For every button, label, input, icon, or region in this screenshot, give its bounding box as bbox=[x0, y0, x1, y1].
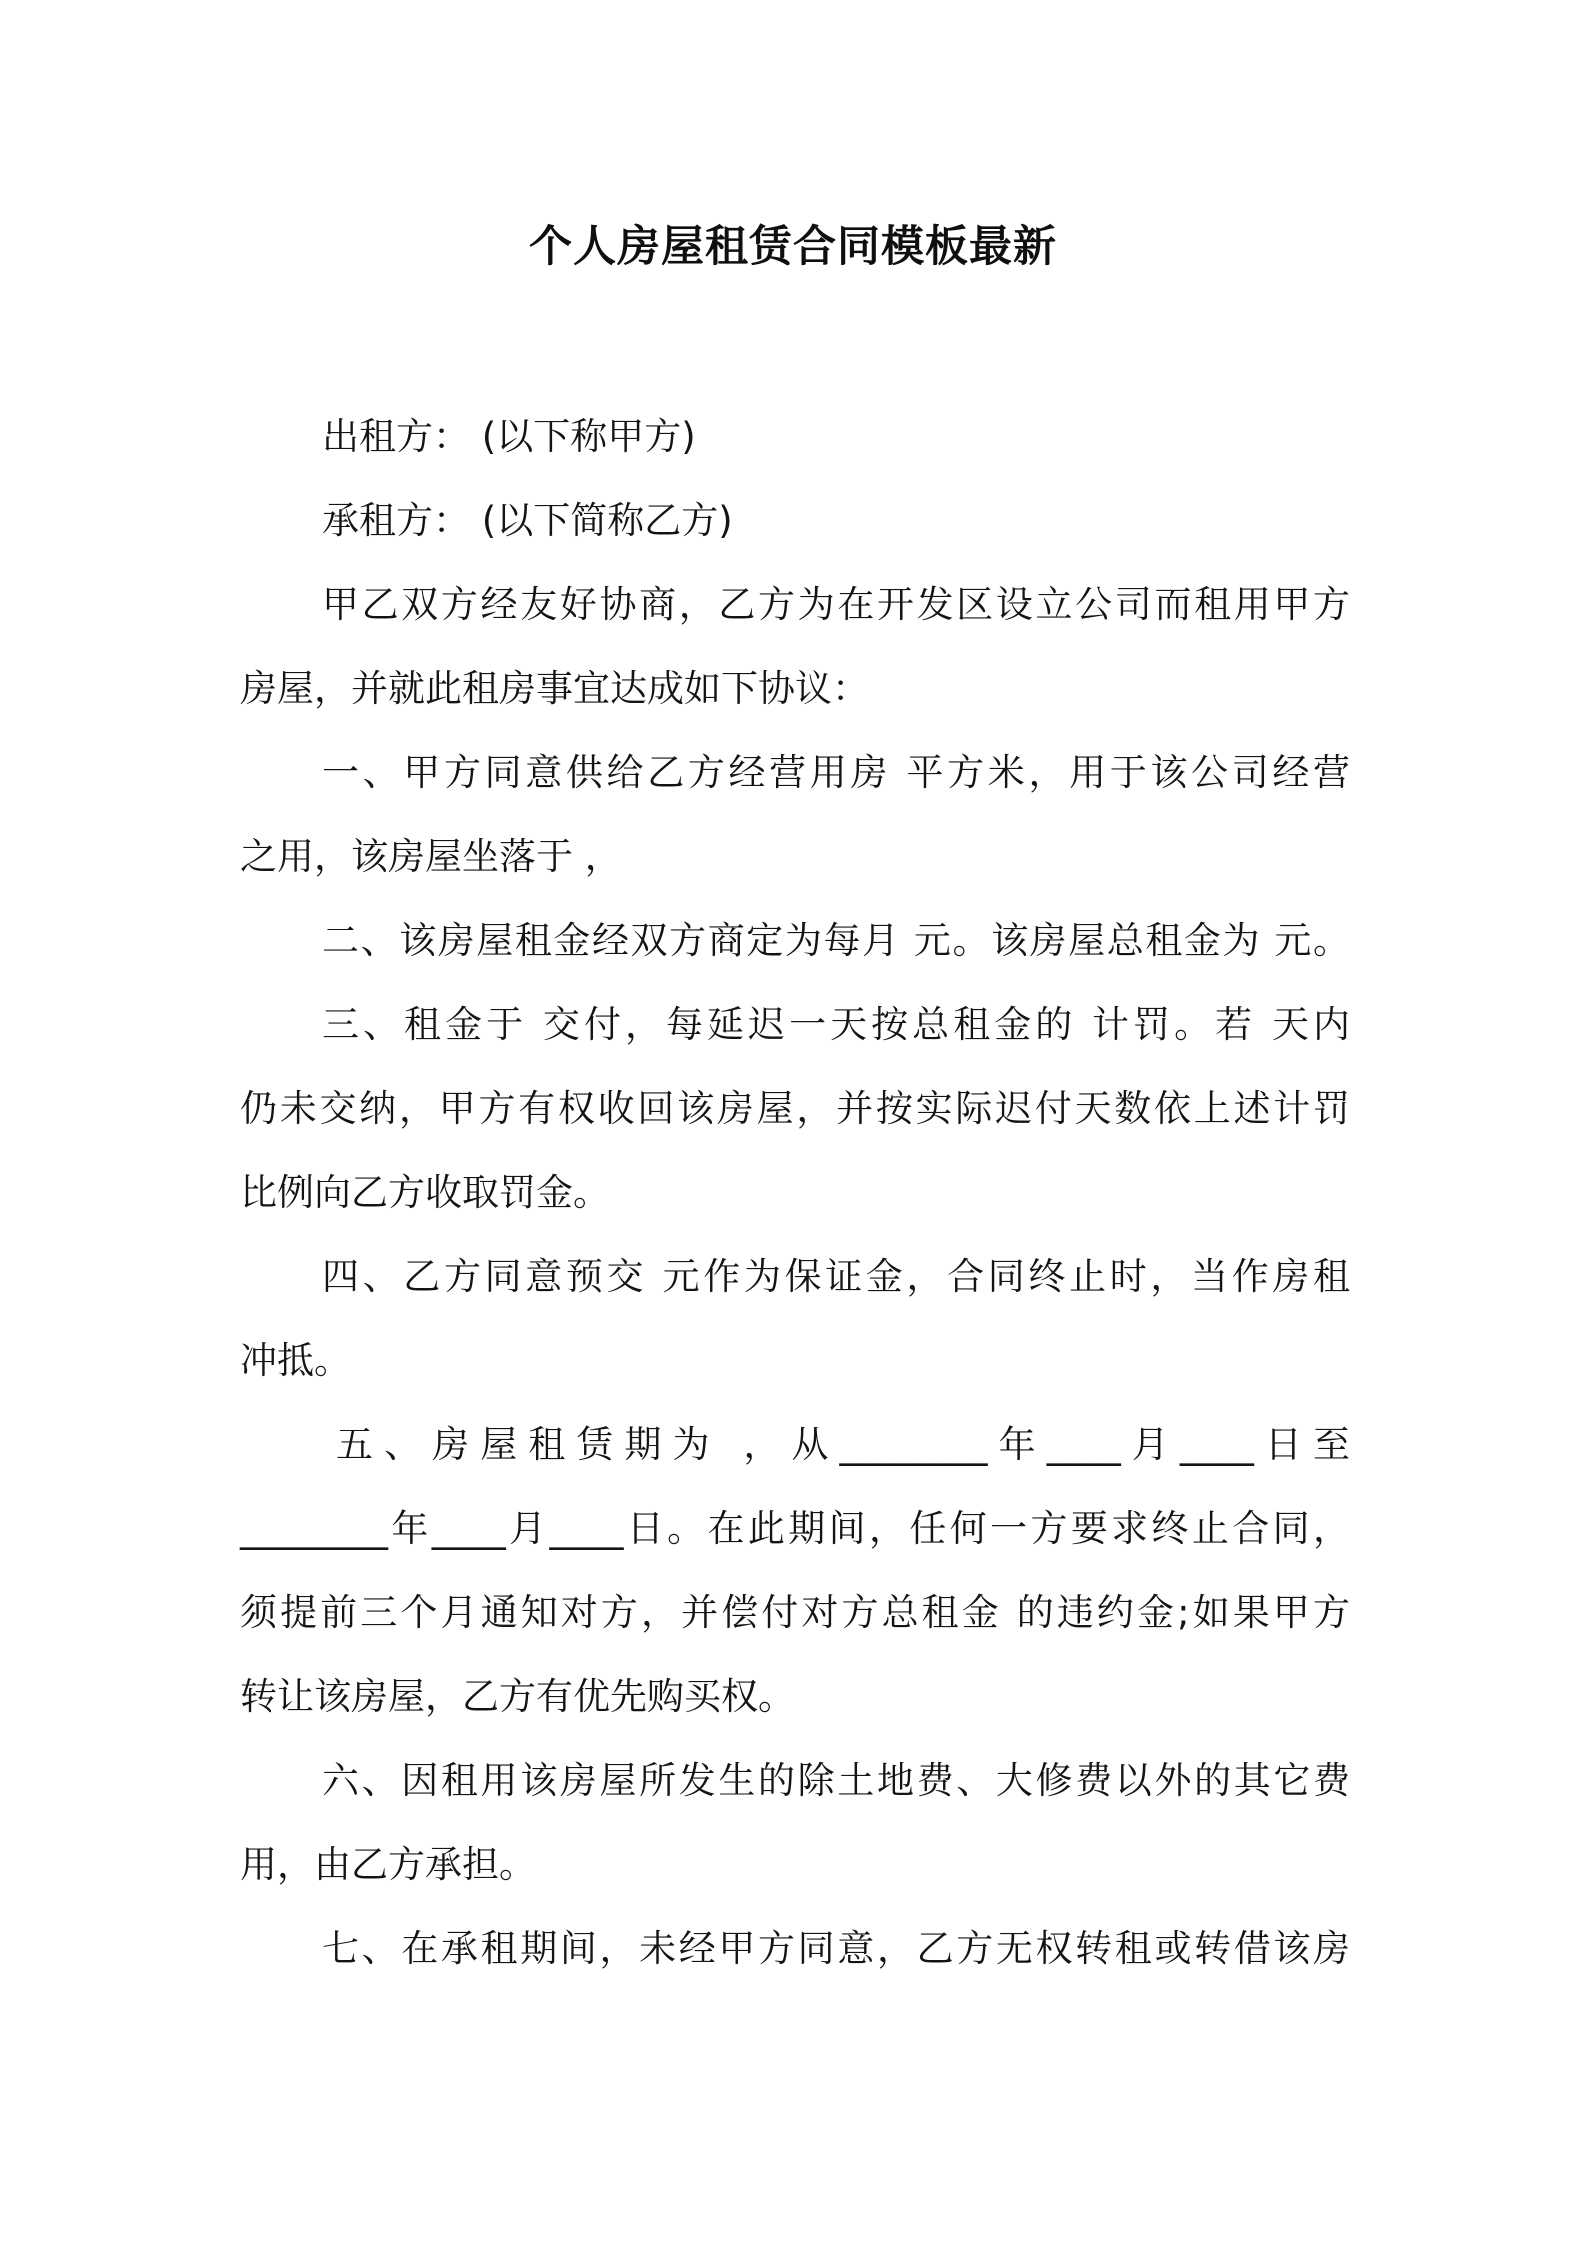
clause-7-line: 七、在承租期间，未经甲方同意，乙方无权转租或转借该房 bbox=[322, 1927, 1350, 1970]
clause-1-line: 之用，该房屋坐落于 ， bbox=[240, 835, 622, 878]
clause-5-line: 须提前三个月通知对方，并偿付对方总租金 的违约金;如果甲方 bbox=[240, 1591, 1350, 1634]
clause-6-line: 用，由乙方承担。 bbox=[240, 1843, 536, 1886]
clause-3-line: 仍未交纳，甲方有权收回该房屋，并按实际迟付天数依上述计罚 bbox=[240, 1087, 1350, 1130]
clause-3-line: 三、租金于 交付，每延迟一天按总租金的 计罚。若 天内 bbox=[322, 1003, 1350, 1046]
document-title: 个人房屋租赁合同模板最新 bbox=[529, 222, 1057, 272]
paragraph-line: 甲乙双方经友好协商，乙方为在开发区设立公司而租用甲方 bbox=[322, 583, 1350, 626]
clause-2-line: 二、该房屋租金经双方商定为每月 元。该房屋总租金为 元。 bbox=[322, 919, 1350, 962]
clause-5-line: 五、房屋租赁期为 ，从________年____月____日至 bbox=[336, 1423, 1350, 1466]
clause-1-line: 一、甲方同意供给乙方经营用房 平方米，用于该公司经营 bbox=[322, 751, 1350, 794]
paragraph-line: 房屋，并就此租房事宜达成如下协议： bbox=[240, 667, 869, 710]
clause-5-line: 转让该房屋，乙方有优先购买权。 bbox=[240, 1675, 795, 1718]
clause-4-line: 四、乙方同意预交 元作为保证金，合同终止时，当作房租 bbox=[322, 1255, 1350, 1298]
lessor-line: 出租方： (以下称甲方) bbox=[322, 415, 696, 458]
lessee-line: 承租方： (以下简称乙方) bbox=[322, 499, 733, 542]
clause-3-line: 比例向乙方收取罚金。 bbox=[240, 1171, 610, 1214]
clause-6-line: 六、因租用该房屋所发生的除土地费、大修费以外的其它费 bbox=[322, 1759, 1350, 1802]
clause-4-line: 冲抵。 bbox=[240, 1339, 351, 1382]
clause-5-line: ________年____月____日。在此期间，任何一方要求终止合同， bbox=[240, 1507, 1350, 1550]
